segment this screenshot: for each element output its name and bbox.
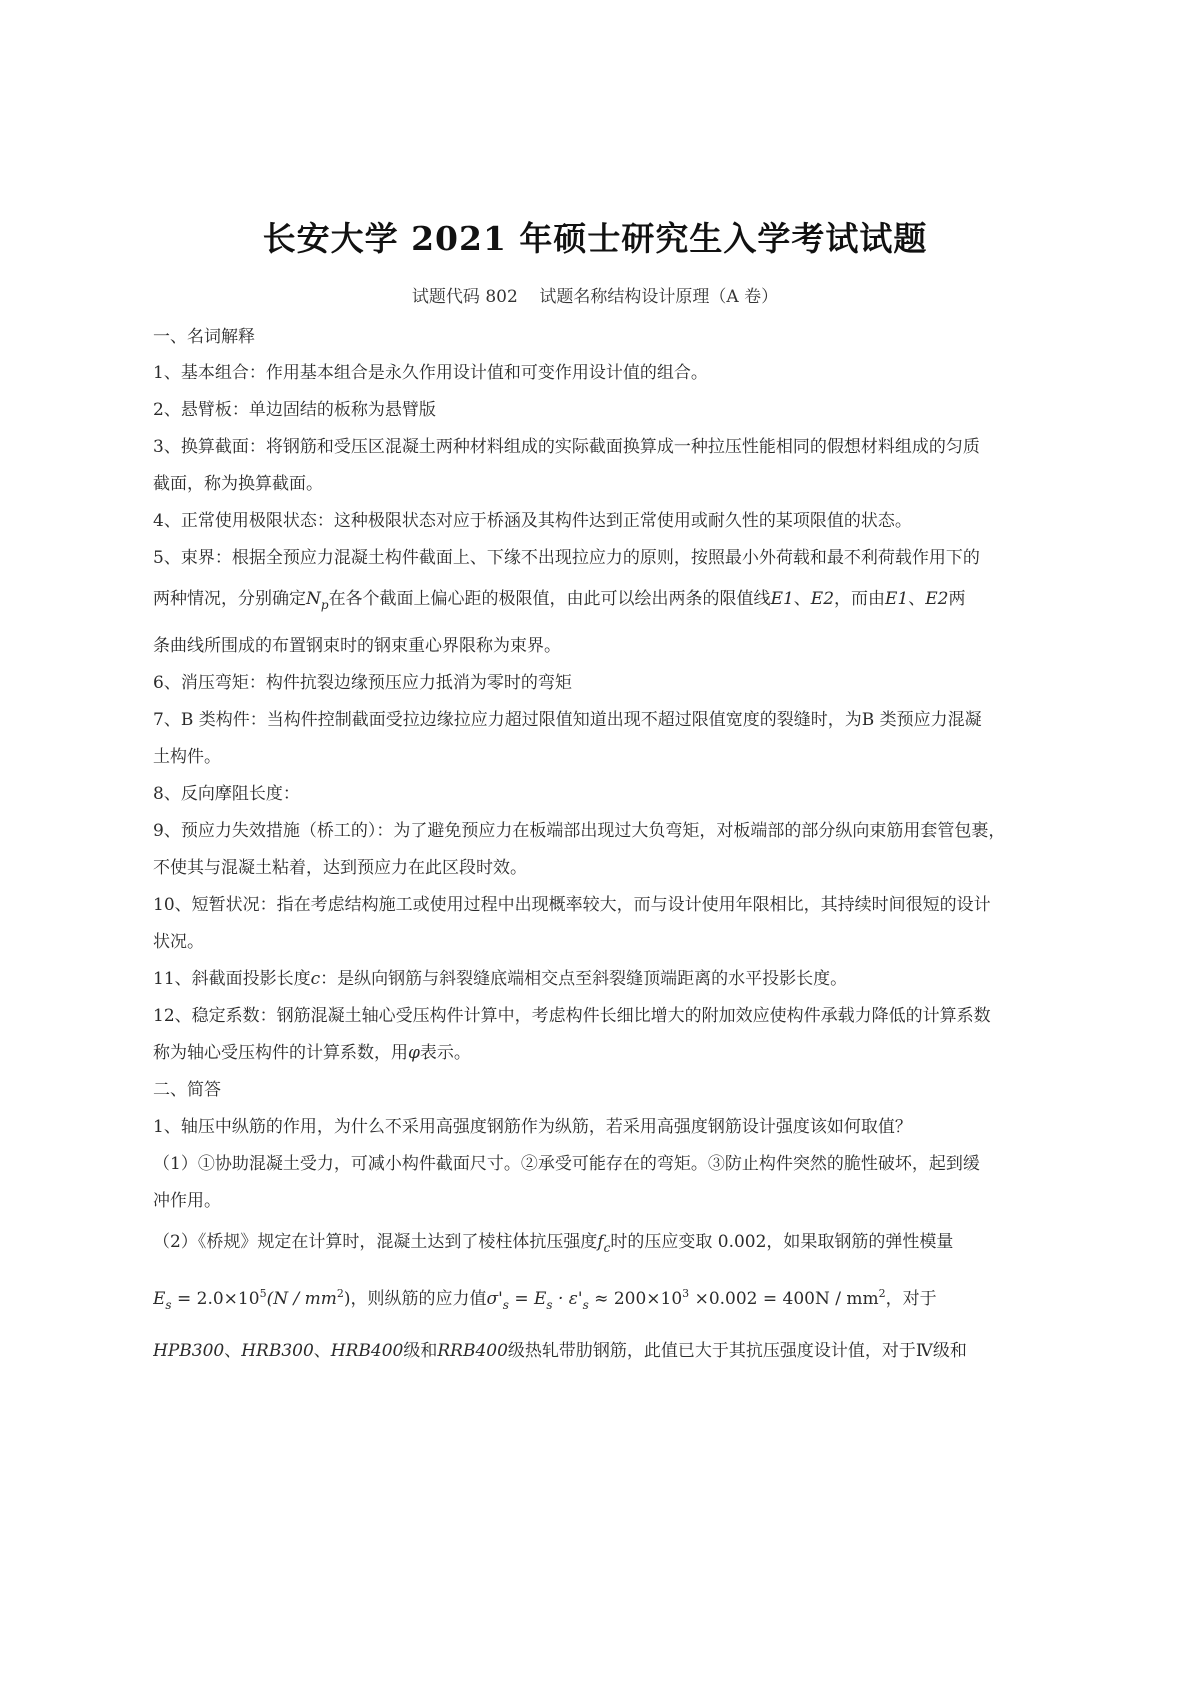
term-1: 1、基本组合：作用基本组合是永久作用设计值和可变作用设计值的组合。 — [153, 363, 708, 383]
term-4: 4、正常使用极限状态：这种极限状态对应于桥涵及其构件达到正常使用或耐久性的某项限值的状态。 — [153, 511, 912, 531]
formula-run: · ε' — [552, 1289, 583, 1309]
formula-sup: 5 — [259, 1287, 267, 1300]
term-7-line-2: 土构件。 — [153, 747, 221, 767]
answer-1-line-1: （1）①协助混凝土受力，可减小构件截面尺寸。②承受可能存在的弯矩。③防止构件突然的脆性破坏，起到缓 — [153, 1154, 980, 1174]
symbol-es: E — [153, 1289, 166, 1309]
text-run: 称为轴心受压构件的计算系数，用 — [153, 1043, 408, 1063]
symbol-fc: f — [597, 1232, 604, 1252]
symbol-phi: φ — [408, 1043, 420, 1063]
term-11 — [153, 967, 1038, 991]
term-5-line-3: 条曲线所围成的布置钢束时的钢束重心界限称为束界。 — [153, 636, 561, 656]
answer-2-line-3 — [153, 1339, 1038, 1363]
term-9-line-2: 不使其与混凝土粘着，达到预应力在此区段时效。 — [153, 858, 527, 878]
exam-subtitle: 试题代码 802 试题名称结构设计原理（A 卷） — [411, 287, 779, 307]
page-title: 长安大学 2021 年硕士研究生入学考试试题 — [262, 219, 928, 258]
text-run: 表示。 — [419, 1043, 471, 1063]
term-9-line-1: 9、预应力失效措施（桥工的）：为了避免预应力在板端部出现过大负弯矩，对板端部的部分纵向束筋用套管包裹， — [153, 821, 1006, 841]
text-run: 级和 — [403, 1341, 438, 1361]
symbol-es-sub: s — [165, 1298, 172, 1312]
symbol-e1: E1 — [770, 589, 794, 609]
formula-run: ) — [343, 1289, 351, 1309]
answer-1-line-2: 冲作用。 — [153, 1191, 221, 1211]
term-5-line-2 — [153, 587, 1038, 617]
text-run: 两 — [948, 589, 966, 609]
symbol-c: c — [310, 969, 321, 989]
text-run: 、 — [224, 1341, 242, 1361]
symbol-np: N — [306, 589, 321, 609]
text-run: 11、斜截面投影长度 — [153, 969, 311, 989]
symbol-sigma: σ' — [486, 1289, 503, 1309]
term-3-line-2: 截面，称为换算截面。 — [153, 474, 323, 494]
term-8: 8、反向摩阻长度： — [153, 784, 300, 804]
symbol-e2: E2 — [810, 589, 835, 609]
term-12-line-1: 12、稳定系数：钢筋混凝土轴心受压构件计算中，考虑构件长细比增大的附加效应使构件承载力降低的计算系数 — [153, 1006, 991, 1026]
question-1: 1、轴压中纵筋的作用，为什么不采用高强度钢筋作为纵筋，若采用高强度钢筋设计强度该如何取值？ — [153, 1117, 912, 1137]
exam-content — [153, 325, 1038, 1363]
symbol-e1: E1 — [885, 589, 909, 609]
text-run: ，对于 — [885, 1289, 937, 1309]
term-5-line-1: 5、束界：根据全预应力混凝土构件截面上、下缘不出现拉应力的原则，按照最小外荷载和最不利荷载作用下的 — [153, 548, 980, 568]
term-2: 2、悬臂板：单边固结的板称为悬臂版 — [153, 400, 436, 420]
steel-grade: HRB400 — [330, 1341, 404, 1361]
symbol-e2: E2 — [925, 589, 949, 609]
steel-grade: RRB400 — [437, 1341, 508, 1361]
formula-run: = E — [508, 1289, 547, 1309]
formula-run: ≈ 200×10 — [588, 1289, 683, 1309]
answer-2-line-2 — [153, 1282, 1038, 1317]
formula-sub: s — [502, 1298, 509, 1312]
steel-grade: HPB300 — [153, 1341, 225, 1361]
formula-run: = 2.0×10 — [171, 1289, 260, 1309]
symbol-fc-sub: c — [603, 1241, 611, 1255]
term-10-line-1: 10、短暂状况：指在考虑结构施工或使用过程中出现概率较大，而与设计使用年限相比，其持续时间很短的设计 — [153, 895, 991, 915]
text-run: 级热轧带肋钢筋，此值已大于其抗压强度设计值，对于Ⅳ级和 — [507, 1341, 967, 1361]
term-10-line-2: 状况。 — [153, 932, 204, 952]
formula-run: (N / mm — [266, 1289, 337, 1309]
term-3-line-1: 3、换算截面：将钢筋和受压区混凝土两种材料组成的实际截面换算成一种拉压性能相同的假想材料组成的匀质 — [153, 437, 980, 457]
text-run: 在各个截面上偏心距的极限值，由此可以绘出两条的限值线 — [328, 589, 771, 609]
formula-sub: s — [582, 1298, 589, 1312]
term-6: 6、消压弯矩：构件抗裂边缘预压应力抵消为零时的弯矩 — [153, 673, 572, 693]
formula-sub: s — [546, 1298, 553, 1312]
text-run: ：是纵向钢筋与斜裂缝底端相交点至斜裂缝顶端距离的水平投影长度。 — [320, 969, 848, 989]
formula-sup: 2 — [878, 1287, 886, 1300]
text-run: ，而由 — [834, 589, 886, 609]
formula-sup: 2 — [336, 1287, 344, 1300]
text-run: 两种情况，分别确定 — [153, 589, 306, 609]
text-run: 、 — [908, 589, 926, 609]
answer-2-line-1 — [153, 1230, 1038, 1260]
term-12-line-2 — [153, 1041, 1038, 1065]
text-run: 、 — [793, 589, 811, 609]
text-run: 、 — [313, 1341, 331, 1361]
formula-sup: 3 — [682, 1287, 690, 1300]
formula-run: ×0.002 = 400N / mm — [689, 1289, 879, 1309]
section-heading-terms: 一、名词解释 — [153, 327, 255, 347]
text-run: （2）《桥规》规定在计算时，混凝土达到了棱柱体抗压强度 — [153, 1232, 598, 1252]
text-run: 时的压应变取 0.002，如果取钢筋的弹性模量 — [610, 1232, 954, 1252]
symbol-np-sub: p — [320, 598, 329, 612]
section-heading-short-answer: 二、简答 — [153, 1080, 221, 1100]
steel-grade: HRB300 — [241, 1341, 314, 1361]
text-run: ，则纵筋的应力值 — [350, 1289, 487, 1309]
term-7-line-1: 7、B 类构件：当构件控制截面受拉边缘拉应力超过限值知道出现不超过限值宽度的裂缝时，为B 类预应力混凝 — [153, 710, 982, 730]
